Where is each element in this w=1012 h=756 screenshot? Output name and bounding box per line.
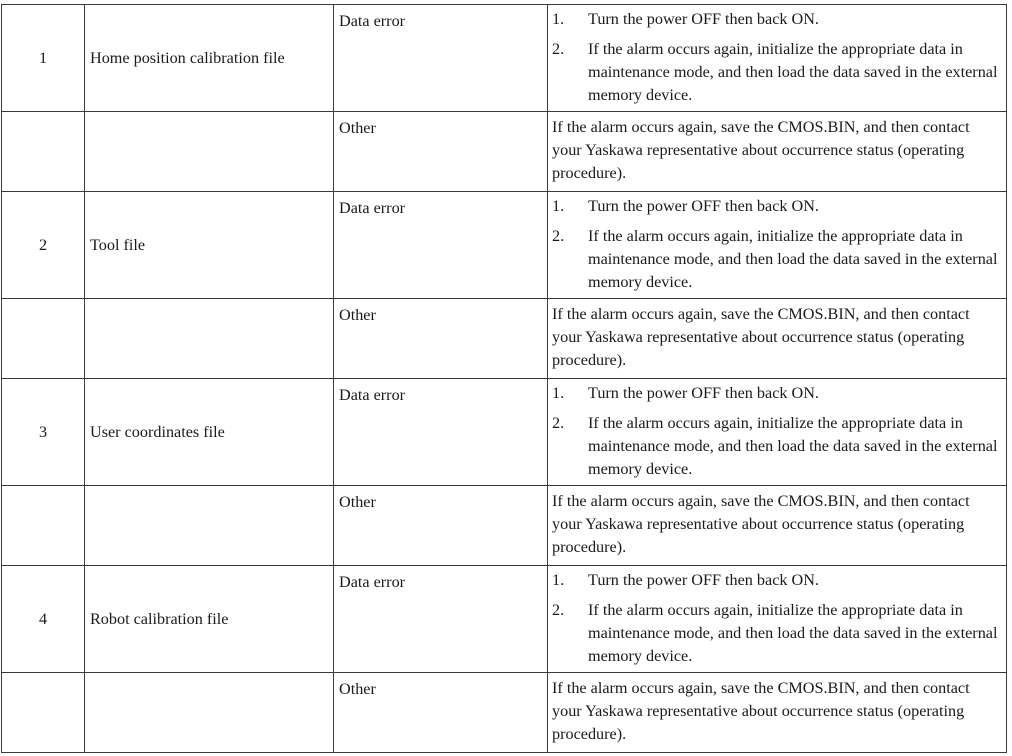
cause-cell: Other: [334, 299, 548, 379]
step-text: Turn the power OFF then back ON.: [588, 197, 819, 215]
step-text: Turn the power OFF then back ON.: [588, 571, 819, 589]
table-row: [2, 112, 1007, 192]
remedy-cell: [548, 112, 1007, 192]
row-number: 2: [2, 192, 85, 299]
table-row: [2, 5, 1007, 112]
table-row: [2, 299, 1007, 379]
remedy-cell: [548, 566, 1007, 673]
remedy-step: [552, 382, 1000, 405]
step-text: If the alarm occurs again, initialize the appropriate data in maintenance mode, and then load the data saved in the external memory device.: [588, 227, 998, 291]
remedy-cell: [548, 192, 1007, 299]
file-name: Robot calibration file: [85, 566, 334, 673]
remedy-text: If the alarm occurs again, save the CMOS.BIN, and then contact your Yaskawa representative about occurrence status (operating procedure).: [552, 305, 970, 369]
step-number: 2.: [552, 227, 565, 245]
cause-cell: Data error: [334, 379, 548, 486]
table-row: [2, 379, 1007, 486]
cause-cell: Other: [334, 673, 548, 753]
remedy-step: [552, 569, 1000, 592]
step-number: 1.: [552, 197, 565, 215]
remedy-step: [552, 8, 1000, 31]
step-text: Turn the power OFF then back ON.: [588, 384, 819, 402]
step-text: Turn the power OFF then back ON.: [588, 10, 819, 28]
remedy-text: If the alarm occurs again, save the CMOS.BIN, and then contact your Yaskawa representative about occurrence status (operating procedure).: [552, 118, 970, 182]
step-number: 1.: [552, 571, 565, 589]
remedy-step: [552, 599, 1000, 668]
cause-cell: Data error: [334, 192, 548, 299]
step-text: If the alarm occurs again, initialize the appropriate data in maintenance mode, and then load the data saved in the external memory device.: [588, 414, 998, 478]
step-number: 2.: [552, 40, 565, 58]
file-name: Tool file: [85, 192, 334, 299]
row-number: 1: [2, 5, 85, 112]
remedy-cell: [548, 379, 1007, 486]
remedy-step: [552, 38, 1000, 107]
file-name: Home position calibration file: [85, 5, 334, 112]
cause-cell: Data error: [334, 566, 548, 673]
remedy-cell: [548, 673, 1007, 753]
remedy-step: [552, 195, 1000, 218]
remedy-text: If the alarm occurs again, save the CMOS.BIN, and then contact your Yaskawa representative about occurrence status (operating procedure).: [552, 679, 970, 743]
file-name: User coordinates file: [85, 379, 334, 486]
empty-cell: [2, 112, 85, 192]
step-text: If the alarm occurs again, initialize the appropriate data in maintenance mode, and then load the data saved in the external memory device.: [588, 40, 998, 104]
remedy-cell: [548, 299, 1007, 379]
empty-cell: [85, 673, 334, 753]
step-number: 2.: [552, 414, 565, 432]
cause-cell: Other: [334, 112, 548, 192]
remedy-text: If the alarm occurs again, save the CMOS.BIN, and then contact your Yaskawa representative about occurrence status (operating procedure).: [552, 492, 970, 556]
empty-cell: [2, 299, 85, 379]
step-number: 1.: [552, 10, 565, 28]
table-body: [2, 5, 1007, 753]
empty-cell: [85, 486, 334, 566]
row-number: 3: [2, 379, 85, 486]
step-number: 1.: [552, 384, 565, 402]
empty-cell: [85, 112, 334, 192]
table-row: [2, 673, 1007, 753]
cause-cell: Other: [334, 486, 548, 566]
table-row: [2, 566, 1007, 673]
remedy-cell: [548, 5, 1007, 112]
remedy-cell: [548, 486, 1007, 566]
remedy-step: [552, 412, 1000, 481]
step-number: 2.: [552, 601, 565, 619]
empty-cell: [85, 299, 334, 379]
row-number: 4: [2, 566, 85, 673]
remedy-step: [552, 225, 1000, 294]
cause-cell: Data error: [334, 5, 548, 112]
table-row: [2, 192, 1007, 299]
step-text: If the alarm occurs again, initialize the appropriate data in maintenance mode, and then load the data saved in the external memory device.: [588, 601, 998, 665]
empty-cell: [2, 486, 85, 566]
empty-cell: [2, 673, 85, 753]
alarm-remedy-table: [1, 4, 1007, 753]
table-row: [2, 486, 1007, 566]
